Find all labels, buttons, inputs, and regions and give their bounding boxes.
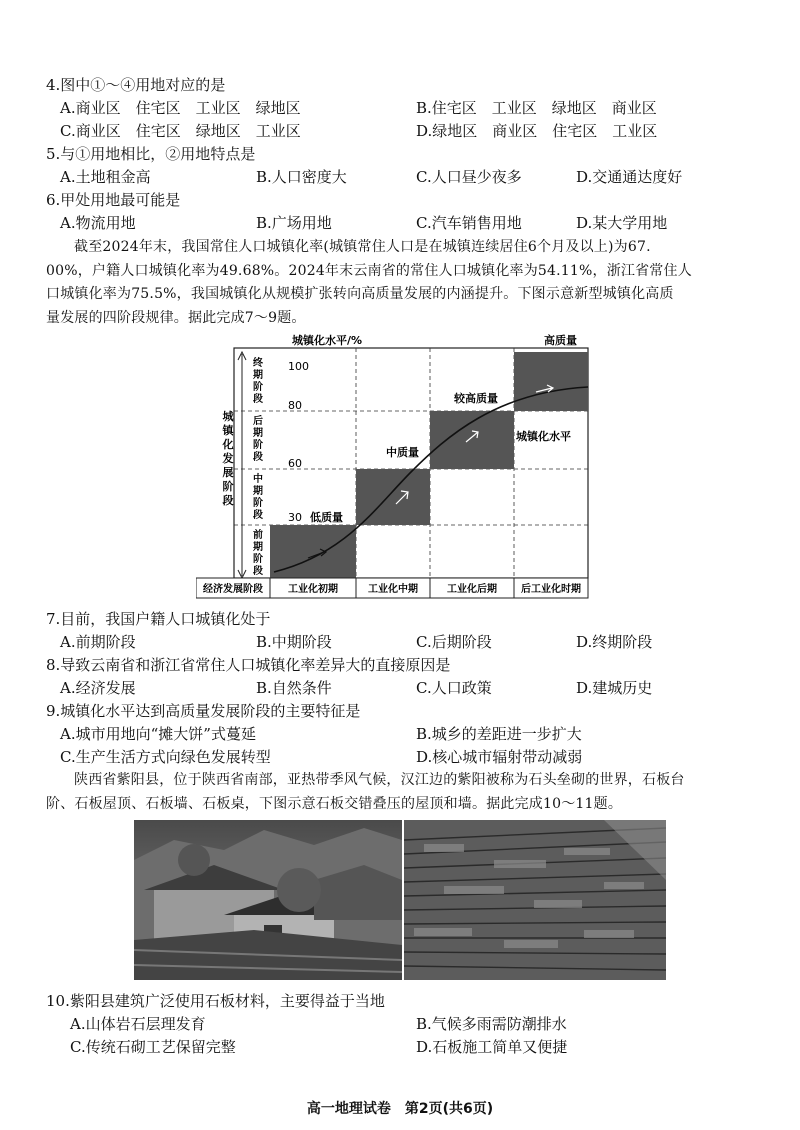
page-footer: 高一地理试卷 第2页(共6页) — [306, 1101, 494, 1117]
q9-option-d: D.核心城市辐射带动减弱 — [416, 748, 583, 766]
stage-char: 期 — [253, 542, 263, 553]
q7-option-d: D.终期阶段 — [576, 633, 653, 651]
curve-label: 城镇化水平 — [516, 430, 571, 443]
stone-slab-wall-photo — [404, 820, 666, 980]
left-axis-title-char: 展 — [222, 466, 234, 479]
q6-option-a: A.物流用地 — [60, 214, 136, 232]
q9-stem: 9.城镇化水平达到高质量发展阶段的主要特征是 — [46, 702, 361, 720]
left-axis-title — [222, 410, 235, 507]
block-mid-quality — [356, 469, 430, 525]
q5-option-b: B.人口密度大 — [256, 168, 347, 186]
q6-option-d: D.某大学用地 — [576, 214, 668, 232]
left-axis-title-char: 发 — [222, 452, 234, 465]
q8-option-c: C.人口政策 — [416, 679, 492, 697]
y-axis-label: 城镇化水平/% — [292, 334, 363, 347]
quality-label-higher: 较高质量 — [454, 392, 498, 405]
q4-option-a: A.商业区 住宅区 工业区 绿地区 — [60, 99, 301, 117]
stage-char: 段 — [253, 394, 263, 405]
q5-option-c: C.人口昼少夜多 — [416, 168, 522, 186]
stage-char: 后 — [253, 416, 263, 427]
q10-option-c: C.传统石砌工艺保留完整 — [70, 1038, 236, 1056]
stage-labels — [252, 356, 264, 577]
quality-label-high: 高质量 — [544, 334, 577, 347]
quality-label-mid: 中质量 — [386, 446, 419, 459]
passage-urbanization-line: 00%，户籍人口城镇化率为49.68%。2024年末云南省的常住人口城镇化率为54.11%，浙江省常住人 — [46, 262, 692, 279]
left-axis-title-char: 镇 — [222, 424, 234, 437]
y-tick-label: 60 — [288, 457, 302, 470]
q5-option-a: A.土地租金高 — [60, 168, 151, 186]
q4-option-b: B.住宅区 工业区 绿地区 商业区 — [416, 99, 657, 117]
x-corner-label: 经济发展阶段 — [203, 584, 263, 595]
stage-char: 段 — [253, 452, 263, 463]
q6-stem: 6.甲处用地最可能是 — [46, 191, 181, 209]
left-axis-title-char: 阶 — [222, 480, 234, 493]
stage-char: 阶 — [253, 440, 263, 451]
q9-option-c: C.生产生活方式向绿色发展转型 — [60, 748, 271, 766]
stage-char: 段 — [253, 566, 263, 577]
q7-stem: 7.目前，我国户籍人口城镇化处于 — [46, 610, 271, 628]
q7-option-b: B.中期阶段 — [256, 633, 332, 651]
stage-char: 期 — [253, 428, 263, 439]
stage-char: 终 — [253, 358, 263, 369]
stone-roof-houses-photo — [134, 820, 402, 980]
stage-char: 前 — [253, 530, 263, 541]
q10-option-a: A.山体岩石层理发育 — [70, 1015, 206, 1033]
q7-option-c: C.后期阶段 — [416, 633, 492, 651]
stage-char: 期 — [253, 370, 263, 381]
q9-option-a: A.城市用地向“摊大饼”式蔓延 — [60, 725, 256, 743]
q9-option-b: B.城乡的差距进一步扩大 — [416, 725, 582, 743]
stage-char: 阶 — [253, 498, 263, 509]
urbanization-stage-chart — [196, 332, 611, 600]
passage-ziyang-line: 陕西省紫阳县，位于陕西省南部，亚热带季风气候，汉江边的紫阳被称为石头垒砌的世界，石板台 — [74, 772, 685, 788]
passage-urbanization-line: 口城镇化率为75.5%，我国城镇化从规模扩张转向高质量发展的内涵提升。下图示意新型城镇化高质 — [46, 286, 674, 302]
stage-char: 期 — [253, 486, 263, 497]
q4-stem: 4.图中①～④用地对应的是 — [46, 76, 226, 94]
block-high-quality — [514, 352, 588, 411]
stage-char: 阶 — [253, 554, 263, 565]
passage-ziyang-line: 阶、石板屋顶、石板墙、石板桌，下图示意石板交错叠压的屋顶和墙。据此完成10～11题。 — [46, 795, 623, 812]
stage-char: 阶 — [253, 382, 263, 393]
x-tick-label: 工业化中期 — [368, 584, 418, 595]
q4-option-c: C.商业区 住宅区 绿地区 工业区 — [60, 122, 301, 140]
x-tick-label: 工业化初期 — [288, 584, 338, 595]
q10-option-b: B.气候多雨需防潮排水 — [416, 1015, 567, 1033]
stage-char: 中 — [253, 474, 263, 485]
x-tick-label: 工业化后期 — [447, 584, 497, 595]
q8-option-a: A.经济发展 — [60, 679, 136, 697]
quality-label-low: 低质量 — [310, 511, 343, 524]
q6-option-b: B.广场用地 — [256, 214, 332, 232]
x-tick-label: 后工业化时期 — [521, 584, 581, 595]
y-tick-label: 80 — [288, 399, 302, 412]
q10-stem: 10.紫阳县建筑广泛使用石板材料，主要得益于当地 — [46, 992, 385, 1010]
left-axis-title-char: 城 — [222, 410, 234, 423]
passage-ziyang — [46, 769, 760, 816]
q5-option-d: D.交通通达度好 — [576, 168, 683, 186]
y-tick-label: 100 — [288, 360, 309, 373]
stage-char: 段 — [253, 510, 263, 521]
y-tick-label: 30 — [288, 511, 302, 524]
left-axis-title-char: 段 — [222, 494, 234, 507]
q5-stem: 5.与①用地相比，②用地特点是 — [46, 145, 256, 163]
passage-urbanization — [46, 236, 760, 330]
q8-stem: 8.导致云南省和浙江省常住人口城镇化率差异大的直接原因是 — [46, 656, 451, 674]
q10-option-d: D.石板施工简单又便捷 — [416, 1038, 568, 1056]
q8-option-d: D.建城历史 — [576, 679, 653, 697]
passage-urbanization-line: 截至2024年末，我国常住人口城镇化率(城镇常住人口是在城镇连续居住6个月及以上)为67. — [74, 239, 651, 255]
q6-option-c: C.汽车销售用地 — [416, 214, 522, 232]
passage-urbanization-line: 量发展的四阶段规律。据此完成7～9题。 — [46, 309, 306, 326]
q8-option-b: B.自然条件 — [256, 679, 332, 697]
q7-option-a: A.前期阶段 — [60, 633, 136, 651]
q4-option-d: D.绿地区 商业区 住宅区 工业区 — [416, 122, 658, 140]
block-higher-quality — [430, 411, 514, 469]
left-axis-title-char: 化 — [222, 438, 234, 451]
